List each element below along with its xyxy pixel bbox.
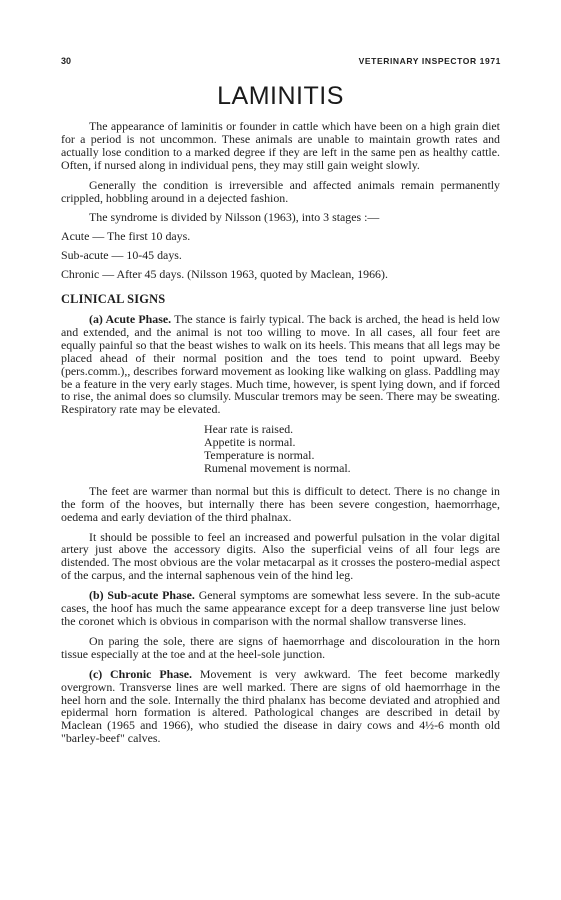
vital-sign-item: Appetite is normal. [204, 435, 296, 450]
chronic-phase-label: (c) Chronic Phase. [89, 666, 193, 681]
paragraph-pulsation: It should be possible to feel an increased and powerful pulsation in the volar digital artery just above the accessory digits. Also the superficial veins of all four legs are distended. The most obvious are the volar metacarpal as it crosses the postero-medial aspect of the carpus, and the internal saphenous vein of the hind leg. [61, 529, 500, 583]
vital-sign-item: Temperature is normal. [204, 448, 315, 463]
running-head: VETERINARY INSPECTOR 1971 [358, 56, 501, 66]
paragraph-subacute-phase [61, 589, 500, 628]
vital-sign-item: Hear rate is raised. [204, 422, 294, 437]
stage-subacute: Sub-acute — 10-45 days. [61, 248, 182, 263]
vital-signs-list [204, 423, 500, 475]
paragraph-acute-phase [61, 313, 500, 416]
paragraph-syndrome: The syndrome is divided by Nilsson (1963), into 3 stages :— [89, 210, 380, 225]
subacute-phase-text: General symptoms are somewhat less severe. In the sub-acute cases, the hoof has much the same appearance except for a deep transverse line just below the coronet which is obvious in comparison with the normal shallow transverse lines. [61, 588, 500, 628]
paragraph-irreversible: Generally the condition is irreversible and affected animals remain permanently crippled, hobbling around in a dejected fashion. [61, 177, 500, 205]
acute-phase-label: (a) Acute Phase. [89, 311, 172, 326]
article-body [61, 120, 500, 752]
stage-acute: Acute — The first 10 days. [61, 229, 191, 244]
article-title: LAMINITIS [217, 82, 344, 110]
chronic-phase-text: Movement is very awkward. The feet become markedly overgrown. Transverse lines are well marked. There are signs of old haemorrhage in the heel horn and the sole. Internally the third phalanx has become deviated and atrophied and epidermal horn formation is altered. Pathological changes are described in detail by Maclean (1965 and 1966), who studied the disease in dairy cows and 4½-6 month old "barley-beef" calves. [61, 666, 501, 746]
acute-phase-text: The stance is fairly typical. The back is arched, the head is held low and extended, and the animal is not too willing to move. In all cases, all four feet are equally painful so that the beast wishes to walk on its heels. This means that all legs may be placed ahead of their normal position and the toes tend to point upward. Beeby (pers.comm.),, describes forward movement as looking like walking on glass. Paddling may be a feature in the very early stages. Much time, however, is spent lying down, and if forced to rise, the animal does so clumsily. Muscular tremors may be seen. There may be sweating. Respiratory rate may be elevated. [61, 311, 500, 417]
paragraph-chronic-phase [61, 668, 500, 745]
paragraph-paring: On paring the sole, there are signs of haemorrhage and discolouration in the horn tissue especially at the toe and at the heel-sole junction. [61, 633, 500, 661]
paragraph-feet-warmer: The feet are warmer than normal but this is difficult to detect. There is no change in the form of the hooves, but internally there has been severe congestion, haemorrhage, oedema and early deviation of the third phalnax. [61, 483, 500, 524]
paragraph-intro: The appearance of laminitis or founder in cattle which have been on a high grain diet for a period is not uncommon. These animals are unable to maintain growth rates and actually lose condition to a marked degree if they are left in the same pen as healthy cattle. Often, if nursed along in individual pens, they may still gain weight slowly. [61, 119, 500, 172]
stage-chronic: Chronic — After 45 days. (Nilsson 1963, quoted by Maclean, 1966). [61, 267, 388, 282]
page-number: 30 [61, 56, 72, 66]
vital-sign-item: Rumenal movement is normal. [204, 460, 351, 475]
subacute-phase-label: (b) Sub-acute Phase. [89, 588, 195, 603]
section-heading-clinical-signs: CLINICAL SIGNS [61, 292, 166, 307]
